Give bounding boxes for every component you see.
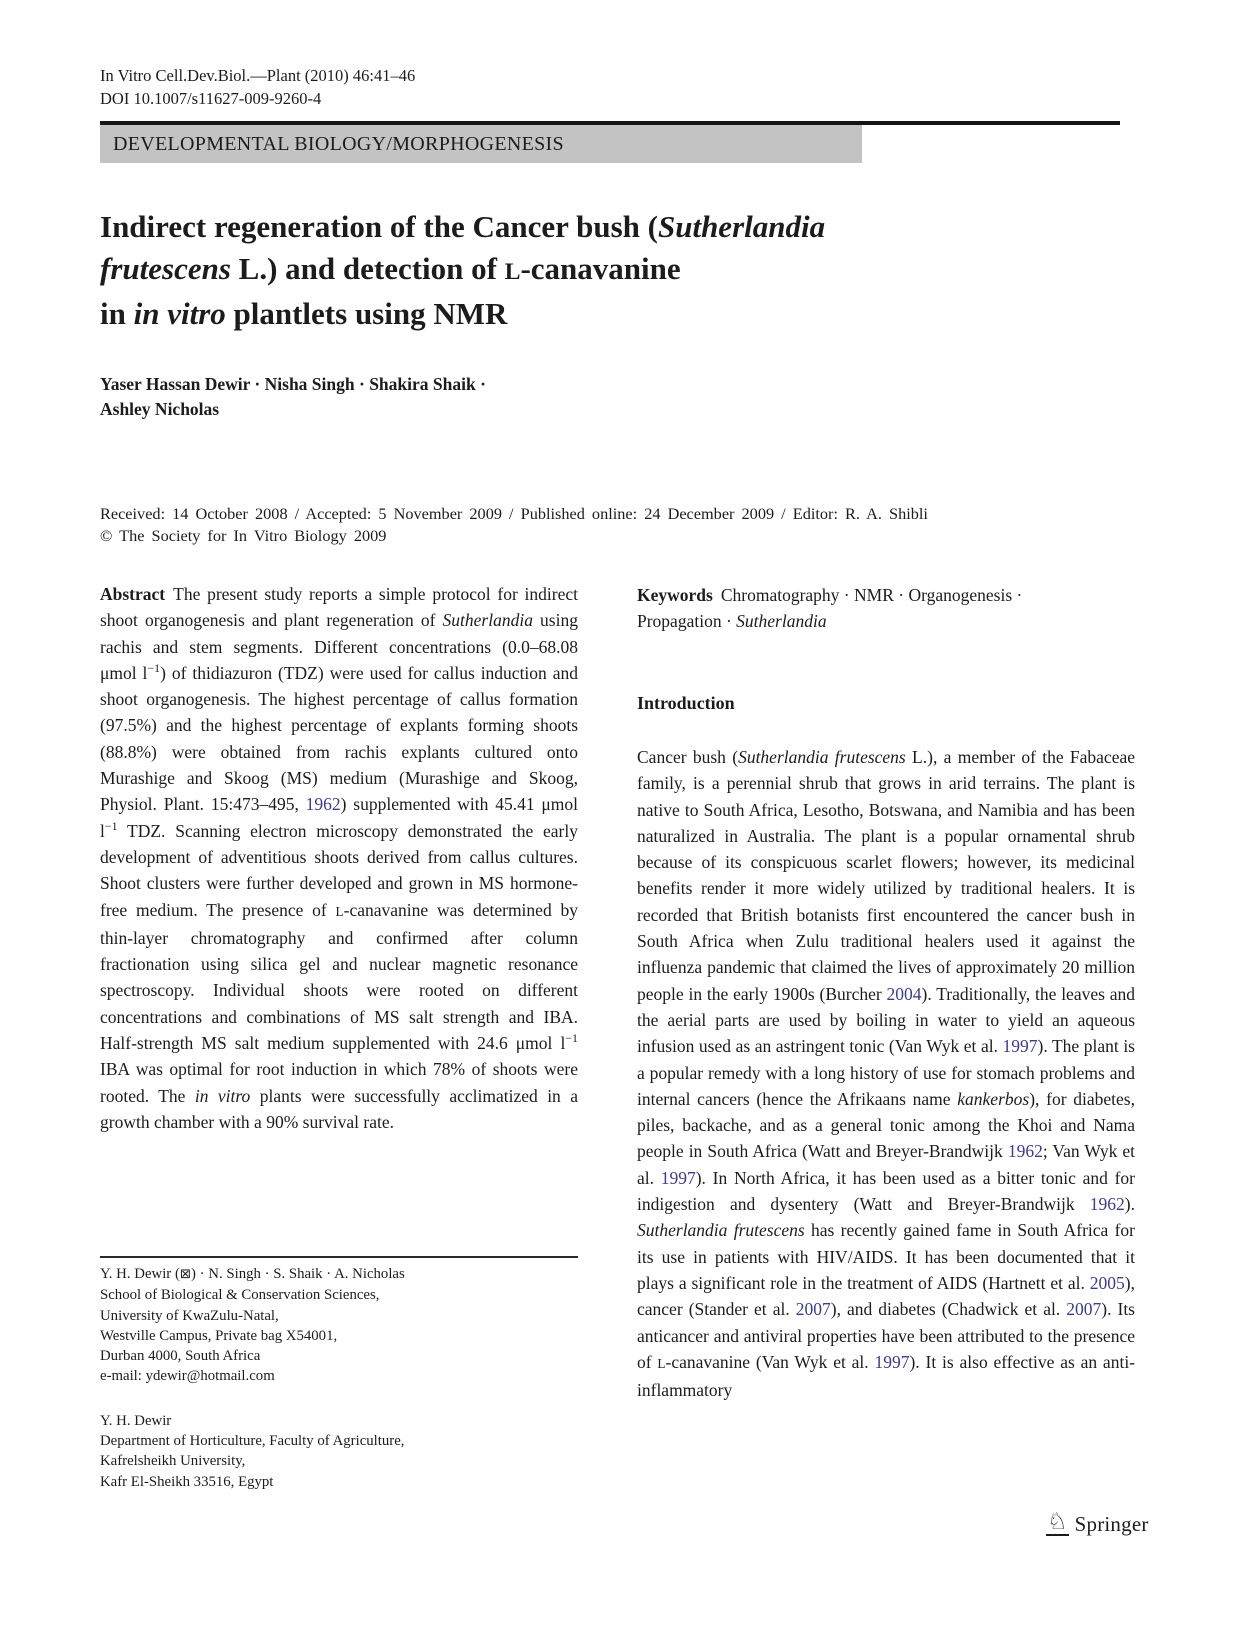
section-label: Abstract	[100, 584, 166, 604]
text-segment: e-mail: ydewir@hotmail.com	[100, 1368, 275, 1385]
text-segment: -canavanine	[520, 251, 681, 286]
text-segment: Westville Campus, Private bag X54001,	[100, 1327, 338, 1344]
text-segment: in	[100, 296, 134, 331]
text-segment: Indirect regeneration of the Cancer bush (	[100, 209, 658, 244]
text-segment: plants were successfully acclimatized in a growth chamber with a 90% survival rate.	[100, 1085, 579, 1132]
text-segment: ) of thidiazuron (TDZ) were used for callus induction and shoot organogenesis. The highest percentage of callus formation (97.5%) and the highest percentage of explants forming shoots (88.8%) were obtained from rachis explants cultured onto Murashige and Skoog (MS) medium (Murashige and Skoog, Physiol. Plant. 15:473–495,	[100, 662, 579, 815]
text-segment: -canavanine (Van Wyk et al.	[665, 1351, 875, 1372]
springer-wordmark: Springer	[1074, 1512, 1149, 1537]
text-segment: ).	[1124, 1194, 1135, 1215]
text-segment: School of Biological & Conservation Sciences,	[100, 1287, 380, 1304]
citation-link[interactable]: 2005	[1089, 1272, 1125, 1293]
journal-header	[100, 64, 415, 110]
text-segment: ). The plant is a popular remedy with a long history of use for stomach problems and internal cancers (hence the Afrikaans name	[637, 1036, 1135, 1109]
text-segment: Durban 4000, South Africa	[100, 1348, 261, 1365]
authors-line	[100, 372, 486, 422]
italic-text: in vitro	[194, 1085, 251, 1106]
footnote-rule	[100, 1256, 578, 1258]
text-segment: Kafrelsheikh University,	[100, 1453, 246, 1470]
article-title	[100, 206, 1050, 335]
section-banner: DEVELOPMENTAL BIOLOGY/MORPHOGENESIS	[100, 125, 862, 163]
text-segment: L.) and detection of	[230, 251, 505, 286]
citation-link[interactable]: 1997	[660, 1167, 696, 1188]
springer-knight-icon: ♘	[1047, 1509, 1068, 1535]
text-segment: Ashley Nicholas	[100, 399, 220, 419]
section-label: Keywords	[637, 585, 713, 605]
citation-link[interactable]: 2004	[886, 983, 922, 1004]
citation-link[interactable]: 1962	[1007, 1141, 1043, 1162]
italic-text: in vitro	[133, 296, 226, 331]
text-segment: ) supplemented with 45.41 μmol l	[100, 794, 578, 841]
text-segment: -canavanine was determined by thin-layer chromatography and confirmed after column fractionation using silica gel and nuclear magnetic resonance spectroscopy. Individual shoots were rooted on different concentrations and combinations of MS salt strength and IBA. Half-strength MS salt medium supplemented with 24.6 μmol l	[100, 899, 578, 1054]
text-segment: has recently gained fame in South Africa for its use in patients with HIV/AIDS. It has been documented that it plays a significant role in the treatment of AIDS (Hartnett et al.	[637, 1220, 1136, 1293]
superscript-text: −1	[565, 1031, 578, 1046]
text-segment: ), cancer (Stander et al.	[637, 1272, 1135, 1320]
affiliation-footnote	[100, 1411, 578, 1492]
citation-link[interactable]: 1962	[1089, 1194, 1125, 1215]
citation-link[interactable]: 1997	[874, 1351, 910, 1372]
citation-link[interactable]: 2007	[795, 1299, 831, 1320]
springer-logo	[1046, 1510, 1149, 1536]
doi-line: DOI 10.1007/s11627-009-9260-4	[100, 89, 322, 108]
text-segment: Department of Horticulture, Faculty of Agriculture,	[100, 1433, 405, 1450]
small-cap-l: L	[335, 903, 344, 919]
abstract-paragraph	[100, 581, 578, 1135]
text-segment: ). Its anticancer and antiviral properties have been attributed to the presence of	[637, 1299, 1135, 1372]
citation-link[interactable]: 1997	[1002, 1036, 1038, 1057]
envelope-icon: ⊠	[179, 1267, 192, 1282]
text-segment: ). In North Africa, it has been used as a bitter tonic and for indigestion and dysentery (Watt and Breyer-Brandwijk	[637, 1167, 1135, 1215]
footnotes	[100, 1264, 578, 1492]
text-segment: Kafr El-Sheikh 33516, Egypt	[100, 1473, 274, 1490]
text-segment: TDZ. Scanning electron microscopy demonstrated the early development of adventitious shoots derived from callus cultures. Shoot clusters were further developed and grown in MS hormone-free medium. The presence of	[100, 820, 578, 920]
italic-text: Sutherlandia frutescens	[738, 747, 906, 767]
journal-citation: In Vitro Cell.Dev.Biol.—Plant (2010) 46:41–46	[100, 66, 416, 85]
copyright-line: © The Society for In Vitro Biology 2009	[100, 526, 387, 545]
article-history	[100, 503, 928, 547]
citation-link[interactable]: 1962	[305, 794, 341, 815]
text-segment: using rachis and stem segments. Different concentrations (0.0–68.08 μmol l	[100, 610, 578, 683]
small-cap-l: L	[504, 259, 521, 285]
keywords-paragraph	[637, 582, 1135, 635]
text-segment: The present study reports a simple protocol for indirect shoot organogenesis and plant regeneration of	[100, 584, 578, 631]
introduction-heading: Introduction	[637, 693, 735, 713]
italic-text: Sutherlandia	[442, 610, 533, 631]
text-segment: Y. H. Dewir (	[100, 1266, 180, 1282]
superscript-text: −1	[104, 818, 118, 833]
text-segment: University of KwaZulu-Natal,	[100, 1307, 279, 1324]
superscript-text: −1	[147, 661, 161, 676]
text-segment: ), and diabetes (Chadwick et al.	[830, 1299, 1067, 1320]
small-cap-l: L	[657, 1355, 666, 1371]
italic-text: frutescens	[100, 251, 231, 286]
text-segment: L.), a member of the Fabaceae family, is a perennial shrub that grows in arid terrains. The plant is native to South Africa, Lesotho, Botswana, and Namibia and has been naturalized in Australia. The plant is a popular ornamental shrub because of its conspicuous scarlet flowers; however, its medicinal benefits render it more widely utilized by traditional healers. It is recorded that British botanists first encountered the cancer bush in South Africa when Zulu traditional healers used it against the influenza pandemic that claimed the lives of approximately 20 million people in the early 1900s (Burcher	[637, 747, 1135, 1004]
text-segment: ). It is also effective as an anti-inflammatory	[637, 1351, 1136, 1401]
text-segment: Y. H. Dewir	[100, 1412, 172, 1429]
italic-text: Sutherlandia	[657, 209, 826, 244]
text-segment: ; Van Wyk et al.	[637, 1141, 1136, 1188]
text-segment: Propagation ·	[637, 611, 737, 632]
correspondence-footnote	[100, 1264, 578, 1387]
text-segment: Yaser Hassan Dewir · Nisha Singh · Shakira Shaik ·	[100, 374, 486, 394]
text-segment: ), for diabetes, piles, backache, and as a general tonic among the Khoi and Nama people in South Africa (Watt and Breyer-Brandwijk	[637, 1088, 1135, 1162]
citation-link[interactable]: 2007	[1066, 1299, 1102, 1320]
text-segment: IBA was optimal for root induction in which 78% of shoots were rooted. The	[100, 1059, 578, 1106]
text-segment: plantlets using NMR	[225, 296, 508, 331]
italic-text: Sutherlandia	[736, 611, 827, 632]
italic-text: Sutherlandia frutescens	[637, 1220, 805, 1241]
text-segment: ) · N. Singh · S. Shaik · A. Nicholas	[191, 1266, 405, 1282]
received-line: Received: 14 October 2008 / Accepted: 5 November 2009 / Published online: 24 December 2009 / Editor: R. A. Shibli	[100, 504, 928, 523]
italic-text: kankerbos	[957, 1088, 1030, 1109]
text-segment: Cancer bush (	[637, 747, 739, 767]
introduction-paragraph	[637, 744, 1135, 1403]
text-segment: ). Traditionally, the leaves and the aerial parts are used by boiling in water to yield an aqueous infusion used as an astringent tonic (Van Wyk et al.	[637, 983, 1135, 1057]
text-segment: Chromatography · NMR · Organogenesis ·	[720, 585, 1023, 605]
